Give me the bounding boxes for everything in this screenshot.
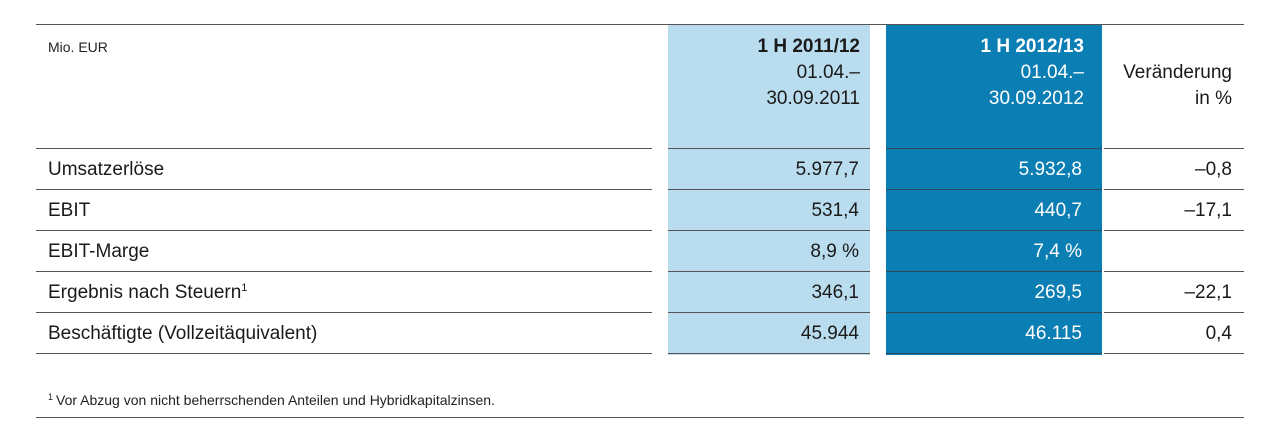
row-label xyxy=(48,313,648,354)
footnote-ref: 1 xyxy=(241,282,248,294)
value-current-period: 440,7 xyxy=(1034,200,1082,221)
table-row xyxy=(0,272,1280,313)
value-prev-period: 8,9 % xyxy=(810,241,859,262)
footnote-marker: 1 xyxy=(48,392,54,402)
table-row xyxy=(0,231,1280,272)
value-prev-period: 45.944 xyxy=(800,323,859,344)
row-label-text: Ergebnis nach Steuern xyxy=(48,282,242,303)
row-label xyxy=(48,272,648,313)
value-prev-period: 531,4 xyxy=(811,200,859,221)
table-bottom-rule xyxy=(36,417,1244,418)
value-current-period: 269,5 xyxy=(1034,282,1082,303)
header-curr-to: 30.09.2012 xyxy=(988,88,1084,109)
value-change-percent: –17,1 xyxy=(1184,200,1232,221)
row-divider xyxy=(36,353,652,354)
footnote xyxy=(48,392,495,408)
value-current-period: 5.932,8 xyxy=(1018,159,1082,180)
header-prev-to: 30.09.2011 xyxy=(766,88,860,109)
header-change-line2: in % xyxy=(1195,88,1232,109)
header-change-line1: Veränderung xyxy=(1123,62,1232,83)
row-label xyxy=(48,190,648,231)
header-prev-from: 01.04.– xyxy=(796,62,860,83)
value-change-percent xyxy=(1104,231,1232,272)
footnote-text: Vor Abzug von nicht beherrschenden Anteilen und Hybridkapitalzinsen. xyxy=(56,392,495,408)
value-current-period: 7,4 % xyxy=(1033,241,1082,262)
row-label-text: Beschäftigte (Vollzeitäquivalent) xyxy=(48,323,318,344)
row-label xyxy=(48,149,648,190)
row-label-text: EBIT xyxy=(48,200,91,221)
row-divider xyxy=(886,353,1102,354)
header-change xyxy=(1104,60,1232,112)
row-label-text: EBIT-Marge xyxy=(48,241,150,262)
value-change-percent: –22,1 xyxy=(1184,282,1232,303)
header-prev-title: 1 H 2011/12 xyxy=(757,36,860,57)
row-label-text: Umsatzerlöse xyxy=(48,159,165,180)
header-current-period xyxy=(886,34,1084,112)
header-curr-from: 01.04.– xyxy=(1020,62,1084,83)
row-label xyxy=(48,231,648,272)
table-row xyxy=(0,149,1280,190)
value-current-period: 46.115 xyxy=(1025,323,1082,344)
value-prev-period: 346,1 xyxy=(811,282,859,303)
value-change-percent: 0,4 xyxy=(1205,323,1232,344)
header-curr-title: 1 H 2012/13 xyxy=(980,36,1084,57)
table-row xyxy=(0,313,1280,354)
row-divider xyxy=(668,353,870,354)
row-divider xyxy=(1104,353,1244,354)
value-change-percent: –0,8 xyxy=(1195,159,1232,180)
table-row xyxy=(0,190,1280,231)
unit-label: Mio. EUR xyxy=(48,39,108,55)
header-prev-period xyxy=(668,34,860,112)
value-prev-period: 5.977,7 xyxy=(795,159,859,180)
